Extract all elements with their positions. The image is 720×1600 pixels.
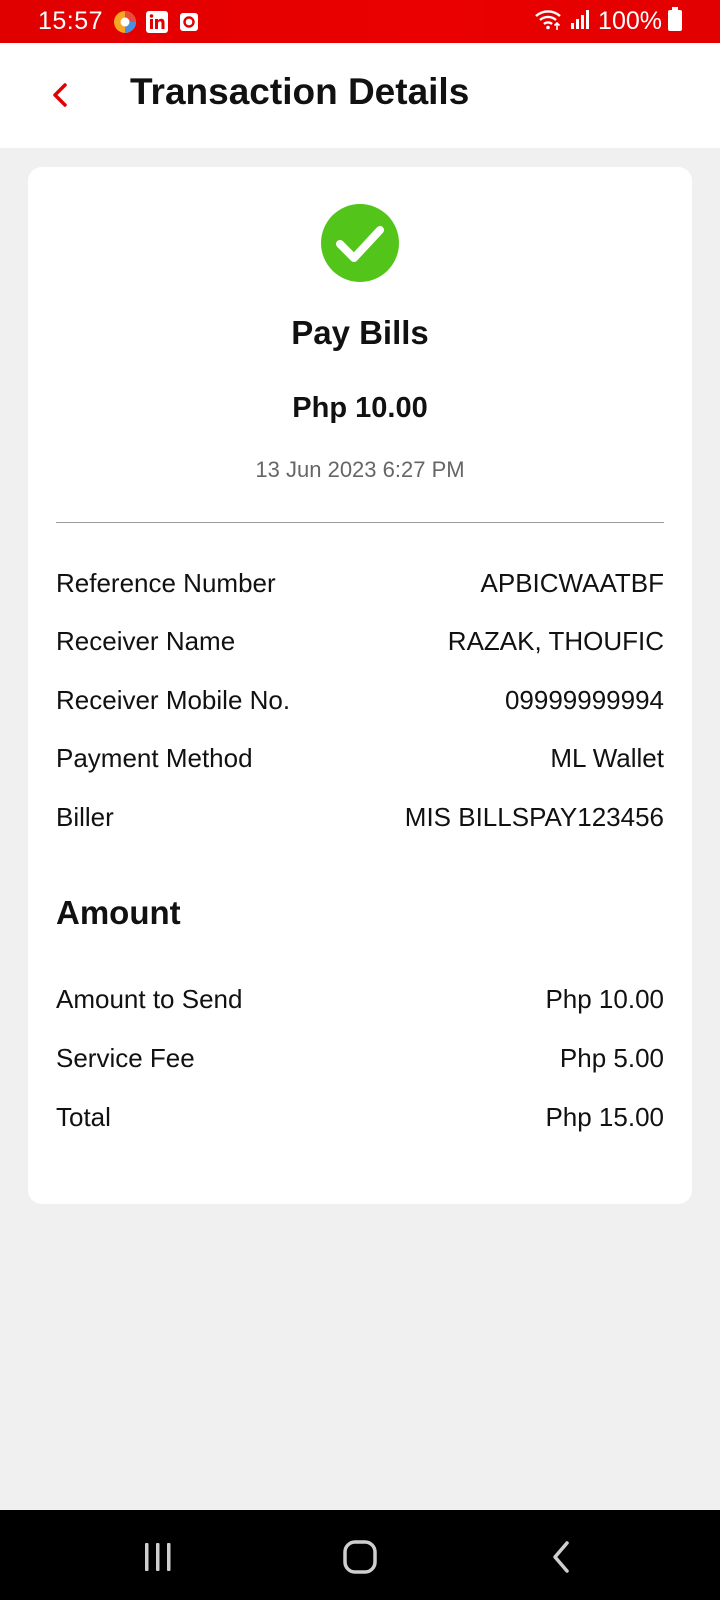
transaction-amount: Php 10.00 <box>292 392 428 424</box>
status-bar <box>0 0 720 43</box>
recent-apps-icon <box>140 1539 176 1575</box>
amount-row-service-fee <box>56 1040 664 1076</box>
amount-value: Php 5.00 <box>559 1042 664 1073</box>
amount-value: Php 10.00 <box>545 983 664 1014</box>
detail-label: Payment Method <box>56 742 253 773</box>
transaction-type: Pay Bills <box>291 314 429 351</box>
detail-row-biller <box>56 799 664 835</box>
signal-icon <box>570 8 592 35</box>
chevron-left-icon <box>48 81 72 109</box>
page-title: Transaction Details <box>130 71 470 112</box>
amount-value: Php 15.00 <box>545 1101 664 1132</box>
system-nav-bar <box>0 1510 720 1600</box>
transaction-card <box>28 167 692 1204</box>
battery-percent: 100% <box>598 7 662 35</box>
detail-row-reference <box>56 565 664 601</box>
back-icon <box>547 1539 577 1575</box>
browser-icon <box>113 10 137 34</box>
detail-row-receiver-mobile <box>56 682 664 718</box>
status-time: 15:57 <box>38 7 104 35</box>
battery-icon <box>668 7 682 36</box>
home-button[interactable] <box>335 1532 385 1582</box>
check-circle-icon <box>320 203 400 283</box>
detail-value: RAZAK, THOUFIC <box>447 625 664 656</box>
app-header <box>0 43 720 148</box>
detail-value: ML Wallet <box>550 742 664 773</box>
camera-notification-icon <box>177 10 201 34</box>
amount-row-total <box>56 1099 664 1135</box>
amount-label: Total <box>56 1101 111 1132</box>
detail-row-receiver-name <box>56 623 664 659</box>
amount-row-to-send <box>56 981 664 1017</box>
detail-label: Receiver Mobile No. <box>56 684 291 715</box>
detail-label: Biller <box>56 801 114 832</box>
nav-back-button[interactable] <box>537 1532 587 1582</box>
wifi-icon <box>534 7 564 36</box>
amount-label: Service Fee <box>56 1042 195 1073</box>
amount-label: Amount to Send <box>56 983 243 1014</box>
system-status <box>534 7 682 36</box>
transaction-timestamp: 13 Jun 2023 6:27 PM <box>255 457 465 482</box>
detail-row-payment-method <box>56 740 664 776</box>
recent-apps-button[interactable] <box>133 1532 183 1582</box>
home-icon <box>340 1537 380 1577</box>
detail-label: Receiver Name <box>56 625 236 656</box>
detail-value: APBICWAATBF <box>480 567 664 598</box>
detail-value: 09999999994 <box>504 684 664 715</box>
detail-label: Reference Number <box>56 567 276 598</box>
detail-value: MIS BILLSPAY123456 <box>404 801 664 832</box>
divider <box>56 522 664 523</box>
back-button[interactable] <box>40 75 80 115</box>
notification-icons <box>113 10 201 34</box>
linkedin-icon <box>145 10 169 34</box>
amount-section-title: Amount <box>56 894 181 931</box>
